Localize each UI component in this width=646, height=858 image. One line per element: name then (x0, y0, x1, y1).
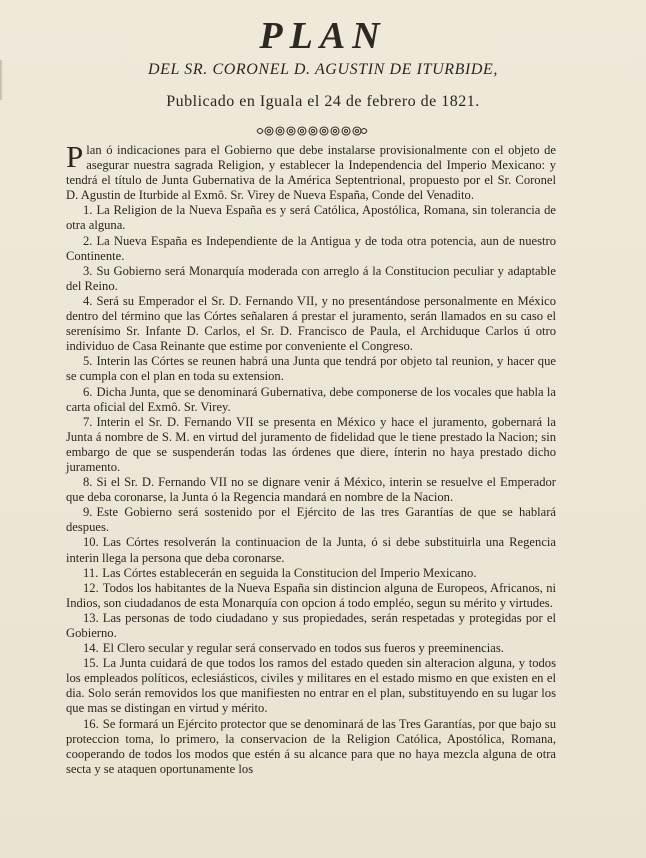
scroll-ornament-icon (255, 124, 369, 138)
article-14 (66, 641, 556, 656)
article-text: Será su Emperador el Sr. D. Fernando VII, y no presentándose personalmente en México dentro del término que las Córtes señalaren á prestar el juramento, serán llamados en su caso el serenísimo Sr. Infante D. Carlos, el Sr. D. Francisco de Paula, el Archiduque Carlos ú otro individuo de Casa Reinante que estime por conveniente el Congreso. (66, 293, 556, 354)
article-number: 11. (83, 565, 99, 580)
article-number: 16. (83, 716, 99, 731)
article-5 (66, 354, 556, 384)
article-15 (66, 656, 556, 716)
article-number: 13. (83, 610, 99, 625)
article-text: Se formará un Ejército protector que se denominará de las Tres Garantías, por que bajo su proteccion toma, lo primero, la conservacion de la Religion Católica, Apostólica, Romana, cooperando de todos los modos que estén á su alcance para que no haya mezcla alguna de otra secta y se ataquen oportunamente los (66, 716, 556, 776)
article-text: Su Gobierno será Monarquía moderada con arreglo á la Constitucion peculiar y adaptable del Reino. (66, 263, 556, 293)
article-number: 9. (83, 505, 93, 520)
article-number: 7. (83, 414, 93, 429)
article-7 (66, 415, 556, 475)
article-number: 14. (83, 641, 99, 656)
article-11 (66, 566, 556, 581)
article-10 (66, 535, 556, 565)
article-text: La Junta cuidará de que todos los ramos del estado queden sin alteracion alguna, y todos los empleados políticos, eclesiásticos, civiles y militares en el estado mismo en que existen en el dia. Solo serán removidos los que manifiesten no entrar en el plan, substituyendo en su lugar los que mas se distingan en virtud y mérito. (66, 656, 556, 716)
article-text: La Nueva España es Independiente de la Antigua y de toda otra potencia, aun de nuestro Continente. (66, 233, 556, 263)
article-number: 8. (83, 475, 93, 490)
article-number: 10. (83, 535, 99, 550)
article-text: Las Córtes resolverán la continuacion de la Junta, ó si debe substituirla una Regencia interin llega la persona que deba coronarse. (66, 535, 556, 565)
article-text: Todos los habitantes de la Nueva España sin distincion alguna de Europeos, Africanos, ni Indios, son ciudadanos de esta Monarquía con opcion á todo empléo, segun su mérito y virtudes. (66, 580, 556, 610)
article-4 (66, 294, 556, 354)
article-number: 1. (83, 203, 93, 218)
article-text: La Religion de la Nueva España es y será Católica, Apostólica, Romana, sin tolerancia de otra alguna. (66, 203, 556, 233)
article-2 (66, 234, 556, 264)
article-6 (66, 385, 556, 415)
article-number: 3. (83, 263, 93, 278)
article-3 (66, 264, 556, 294)
article-number: 4. (83, 293, 93, 308)
publication-line: Publicado en Iguala el 24 de febrero de 1821. (166, 93, 480, 110)
article-16 (66, 717, 556, 777)
article-9 (66, 505, 556, 535)
article-number: 5. (83, 354, 93, 369)
article-text: Interin el Sr. D. Fernando VII se presenta en México y hace el juramento, gobernará la Junta á nombre de S. M. en virtud del juramento de fidelidad que le tiene prestado la Nacion; sin embargo de que se suspenderán todas las órdenes que diere, ínterin no haya prestado dicho juramento. (66, 414, 556, 474)
article-number: 2. (83, 233, 93, 248)
article-text: Este Gobierno será sostenido por el Ejército de las tres Garantías de que se hablará despues. (66, 505, 556, 535)
article-text: Interin las Córtes se reunen habrá una Junta que tendrá por objeto tal reunion, y hacer que se cumpla con el plan en toda su extension. (66, 354, 556, 384)
article-8 (66, 475, 556, 505)
article-text: Las Córtes establecerán en seguida la Constitucion del Imperio Mexicano. (102, 565, 477, 580)
document-subtitle: DEL SR. CORONEL D. AGUSTIN DE ITURBIDE, (147, 61, 499, 78)
drop-cap: P (66, 139, 84, 174)
document-title: PLAN (259, 15, 387, 57)
article-number: 6. (83, 384, 93, 399)
document-body (66, 139, 556, 777)
article-12 (66, 581, 556, 611)
article-text: Si el Sr. D. Fernando VII no se dignare venir á México, interin se resuelve el Emperador que deba coronarse, la Junta ó la Regencia mandará en nombre de la Nacion. (66, 475, 556, 505)
article-text: El Clero secular y regular será conservado en todos sus fueros y preeminencias. (102, 641, 504, 656)
article-13 (66, 611, 556, 641)
article-number: 12. (83, 580, 99, 595)
intro-text: lan ó indicaciones para el Gobierno que debe instalarse provisionalmente con el objeto de asegurar nuestra sagrada Religion, y establecer la Independencia del Imperio Mexicano: y tendrá el título de Junta Gubernativa de la América Septentrional, propuesto por el Sr. Coronel D. Agustin de Iturbide al Exmô. Sr. Virey de Nueva España, Conde del Venadito. (66, 143, 556, 203)
article-text: Dicha Junta, que se denominará Gubernativa, debe componerse de los vocales que habla la carta oficial del Exmô. Sr. Virey. (66, 384, 556, 414)
article-text: Las personas de todo ciudadano y sus propiedades, serán respetadas y protegidas por el Gobierno. (66, 610, 556, 640)
article-1 (66, 203, 556, 233)
intro-paragraph (66, 139, 556, 203)
article-number: 15. (83, 656, 99, 671)
